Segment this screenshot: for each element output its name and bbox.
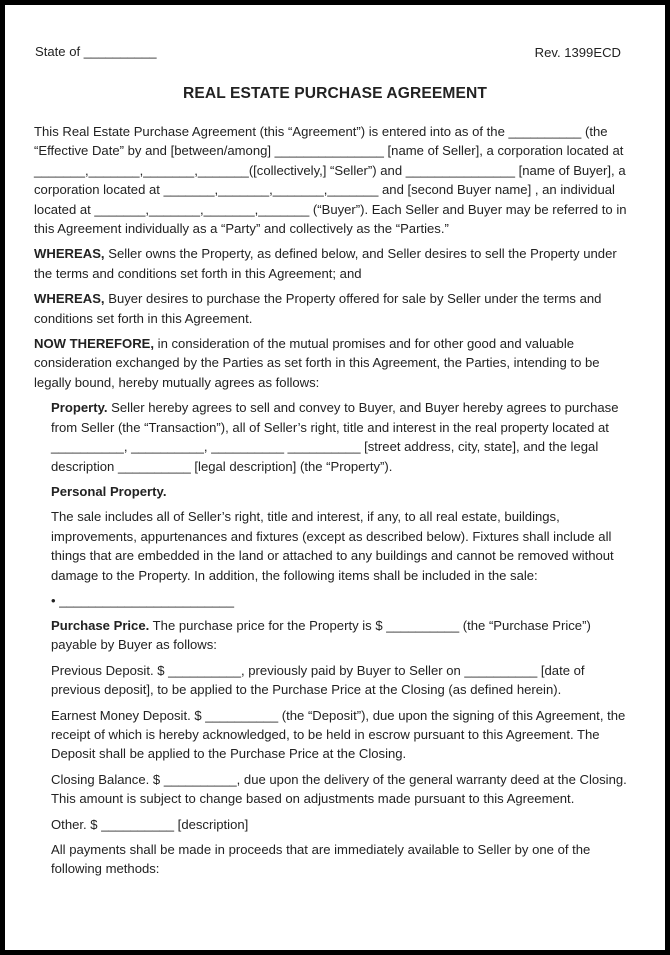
whereas-seller-paragraph [34, 244, 637, 283]
state-field: State of __________ [35, 44, 157, 59]
now-therefore-paragraph [34, 334, 637, 392]
previous-deposit-paragraph: Previous Deposit. $ __________, previously paid by Buyer to Seller on __________ [date of previous deposit], to be applied to the Purchase Price at the Closing (as defined herein). [51, 662, 585, 698]
property-text: Seller hereby agrees to sell and convey to Buyer, and Buyer hereby agrees to purchase from Seller (the “Transaction”), all of Seller’s right, title and interest in the real property located at __________, __________, __________ __________ [street address, city, state], and the legal description __________ [legal description] (the “Property”). [51, 400, 619, 474]
personal-property-heading: Personal Property. [51, 483, 167, 499]
personal-property-paragraph: The sale includes all of Seller’s right, title and interest, if any, to all real estate, buildings, improvements, appurtenances and fixtures (except as described below). Fixtures shall include all things that are embedded in the land or attached to any buildings and cannot be removed without damage to the Property. In addition, the following items shall be included in the sale: [51, 509, 614, 583]
closing-balance-paragraph: Closing Balance. $ __________, due upon the delivery of the general warranty deed at the Closing. This amount is subject to change based on adjustments made pursuant to this Agreement. [51, 771, 627, 807]
whereas-lead: WHEREAS, [34, 246, 105, 262]
whereas-buyer-paragraph [34, 289, 637, 328]
included-item-bullet: • ________________________ [51, 592, 234, 608]
purchase-price-text: The purchase price for the Property is $ __________ (the “Purchase Price”) payable by Buyer as follows: [51, 617, 591, 653]
purchase-price-lead: Purchase Price. [51, 617, 150, 633]
now-therefore-text: in consideration of the mutual promises and for other good and valuable consideration exchanged by the Parties as set forth in this Agreement, the Parties, intending to be legally bound, hereby mutually agrees as follows: [34, 336, 600, 390]
intro-paragraph: This Real Estate Purchase Agreement (this “Agreement”) is entered into as of the __________ (the “Effective Date” by and [between/among] _______________ [name of Seller], a corporation located at _______,_______,_______,_______([collectively,] “Seller”) and _______________ [name of Buyer], a corporation located at _______,_______,_______,_______ and [second Buyer name] , an individual located at _______,_______,_______,_______ (“Buyer”). Each Seller and Buyer may be referred to in this Agreement individually as a “Party” and collectively as the “Parties.” [34, 124, 627, 237]
property-paragraph [51, 398, 637, 476]
purchase-price-paragraph [51, 616, 637, 655]
earnest-money-paragraph: Earnest Money Deposit. $ __________ (the “Deposit”), due upon the signing of this Agreement, the receipt of which is hereby acknowledged, to be held in escrow pursuant to this Agreement. The Deposit shall be applied to the Purchase Price at the Closing. [51, 707, 626, 762]
whereas-text: Seller owns the Property, as defined below, and Seller desires to sell the Property under the terms and conditions set forth in this Agreement; and [34, 246, 617, 281]
revision-number: Rev. 1399ECD [534, 45, 621, 60]
property-lead: Property. [51, 400, 108, 416]
payments-paragraph: All payments shall be made in proceeds that are immediately available to Seller by one of the following methods: [51, 842, 591, 877]
whereas-lead: WHEREAS, [34, 291, 105, 307]
document-body [34, 122, 637, 885]
whereas-text: Buyer desires to purchase the Property offered for sale by Seller under the terms and conditions set forth in this Agreement. [34, 291, 602, 326]
now-therefore-lead: NOW THEREFORE, [34, 336, 155, 352]
document-title: REAL ESTATE PURCHASE AGREEMENT [183, 85, 487, 102]
document-page [5, 5, 665, 950]
other-payment-paragraph: Other. $ __________ [description] [51, 816, 249, 832]
